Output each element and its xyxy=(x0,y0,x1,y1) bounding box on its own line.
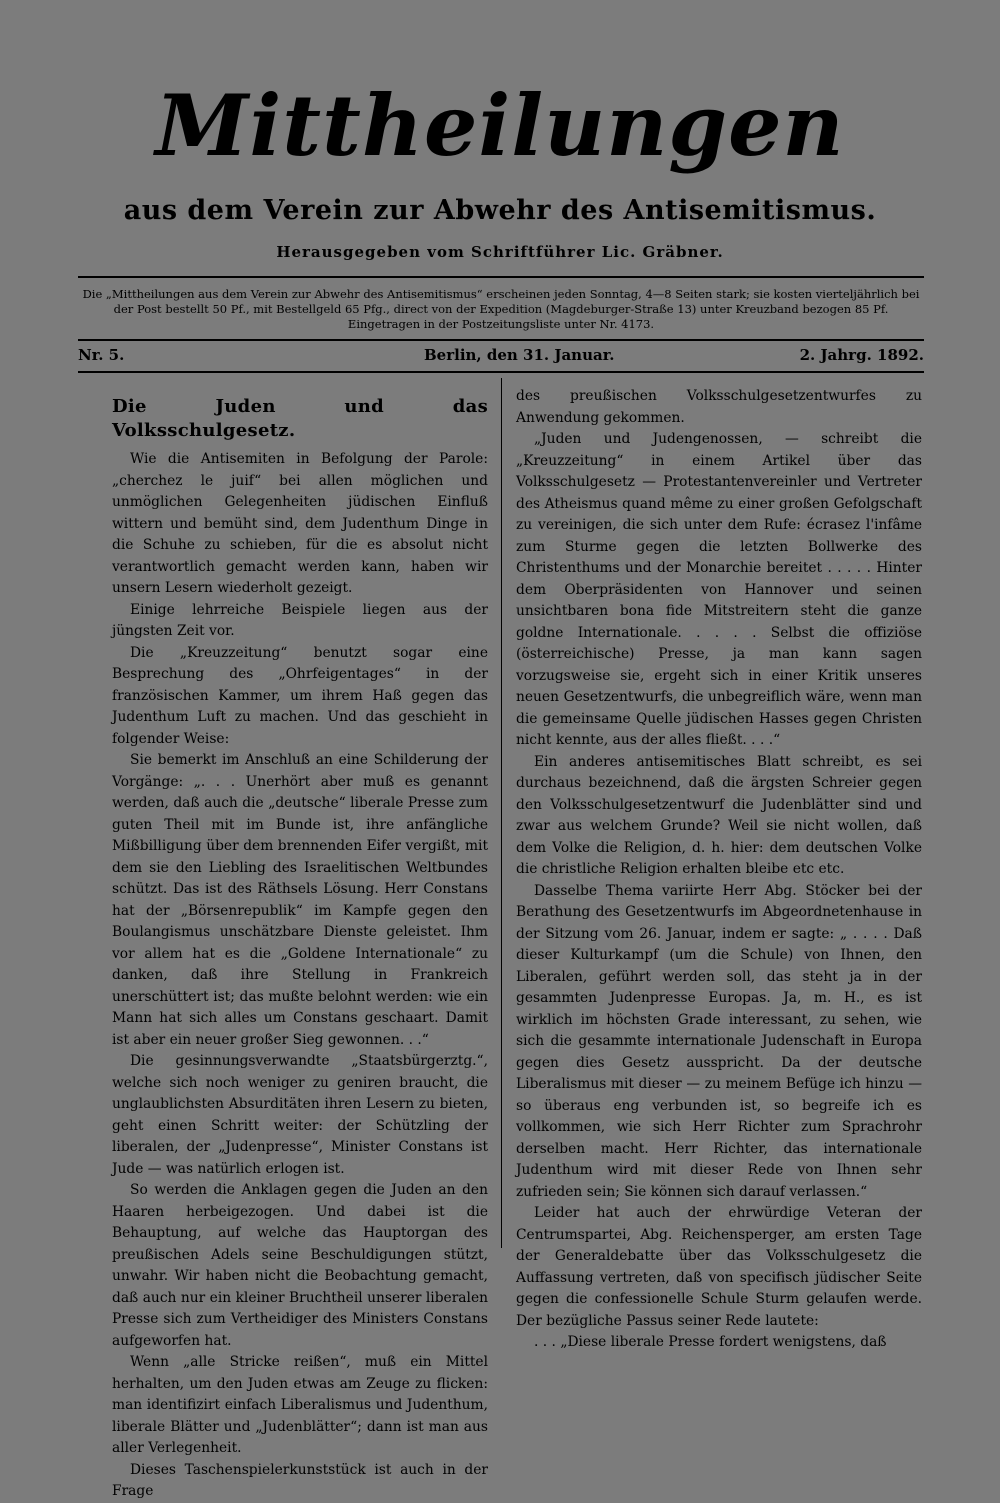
divider-issue xyxy=(78,371,924,373)
paragraph: Die gesinnungsverwandte „Staatsbürgerztg.“, welche sich noch weniger zu geniren braucht, die unglaublichsten Absurditäten ihren Lesern zu bieten, geht einen Schritt weiter: der Schützling der liberalen, der „Judenpresse“, Minister Constans ist Jude — was natürlich erlogen ist. xyxy=(112,1053,488,1177)
paragraph: Leider hat auch der ehrwürdige Veteran der Centrumspartei, Abg. Reichensperger, am ersten Tage der Generaldebatte über das Volksschulgesetz die Auffassung vertreten, daß von specifisch jüdischer Seite gegen die confessionelle Schule Sturm gelaufen werde. Der bezügliche Passus seiner Rede lautete: xyxy=(516,1205,922,1329)
issue-line xyxy=(78,346,924,368)
issue-year: 2. Jahrg. 1892. xyxy=(799,346,924,364)
paragraph: So werden die Anklagen gegen die Juden an den Haaren herbeigezogen. Und dabei ist die Behauptung, auf welche das Hauptorgan des preußischen Adels seine Beschuldigungen stützt, unwahr. Wir haben nicht die Beobachtung gemacht, daß auch nur ein kleiner Bruchtheil unserer liberalen Presse sich zum Vertheidiger des Ministers Constans aufgeworfen hat. xyxy=(112,1182,488,1349)
masthead-subtitle: aus dem Verein zur Abwehr des Antisemitismus. xyxy=(123,195,877,226)
paragraph: Ein anderes antisemitisches Blatt schreibt, es sei durchaus bezeichnend, daß die ärgsten Schreier gegen den Volksschulgesetzentwurf die Judenblätter sind und zwar aus welchem Grunde? Weil sie nicht wollen, daß dem Volke die Religion, d. h. hier: dem deutschen Volke die christliche Religion erhalten bleibe etc etc. xyxy=(516,753,922,877)
editor-line: Herausgegeben vom Schriftführer Lic. Gräbner. xyxy=(276,243,724,261)
divider-notice xyxy=(78,339,924,341)
paragraph: „Juden und Judengenossen, — schreibt die „Kreuzzeitung“ in einem Artikel über das Volksschulgesetz — Protestantenvereinler und Vertreter des Atheismus quand même zu einer großen Gefolgschaft zu vereinigen, die sich unter dem Rufe: écrasez l'infâme zum Sturme gegen die letzten Bollwerke des Christenthums und der Monarchie bereitet . . . . . Hinter dem Oberpräsidenten von Hannover und seinen unsichtbaren bona fide Mitstreitern steht die ganze goldne Internationale. . . . . Selbst die offiziöse (österreichische) Presse, ja man kann sagen vorzugsweise sie, ergeht sich in einer Kritik unseres neuen Gesetzentwurfs, die unbegreiflich wäre, wenn man die gemeinsame Quelle jüdischen Hasses gegen Christen nicht kennte, aus der alles fließt. . . .“ xyxy=(516,431,922,748)
subscription-notice: Die „Mittheilungen aus dem Verein zur Abwehr des Antisemitismus“ erscheinen jeden Sonntag, 4—8 Seiten stark; sie kosten vierteljährlich bei der Post bestellt 50 Pf., mit Bestellgeld 65 Pfg., direct von der Expedition (Magdeburger-Straße 13) unter Kreuzband bezogen 85 Pf. Eingetragen in der Postzeitungsliste unter Nr. 4173. xyxy=(82,287,920,331)
article-title: Die Juden und das Volksschulgesetz. xyxy=(112,396,488,441)
left-column xyxy=(112,395,488,1503)
divider-top xyxy=(78,276,924,278)
masthead-title: Mittheilungen xyxy=(155,76,845,175)
paragraph: Sie bemerkt im Anschluß an eine Schilderung der Vorgänge: „. . . Unerhört aber muß es genannt werden, daß auch die „deutsche“ liberale Presse zum guten Theil mit im Bunde ist, ihre anfängliche Mißbilligung über dem brennenden Eifer vergißt, mit dem sie den Liebling des Israelitischen Weltbundes schützt. Das ist des Räthsels Lösung. Herr Constans hat der „Börsenrepublik“ im Kampfe gegen den Boulangismus unschätzbare Dienste geleistet. Ihm vor allem hat es die „Goldene Internationale“ zu danken, daß ihre Stellung in Frankreich unerschüttert ist; das mußte belohnt werden: wie ein Mann hat sich alles um Constans geschaart. Damit ist aber ein neuer großer Sieg gewonnen. . .“ xyxy=(112,752,488,1048)
paragraph: Einige lehrreiche Beispiele liegen aus der jüngsten Zeit vor. xyxy=(112,601,488,639)
paragraph: Dasselbe Thema variirte Herr Abg. Stöcker bei der Berathung des Gesetzentwurfs im Abgeordnetenhause in der Sitzung vom 26. Januar, indem er sagte: „ . . . . Daß dieser Kulturkampf (um die Schule) von Ihnen, den Liberalen, geführt werden soll, das steht ja in der gesammten Judenpresse Europas. Ja, m. H., es ist wirklich im höchsten Grade interessant, zu sehen, wie sich die gesammte internationale Judenschaft in Europa gegen dies Gesetz ausspricht. Da der deutsche Liberalismus mit dieser — zu meinem Befüge ich hinzu — so überaus eng verbunden ist, so begreife ich es vollkommen, wie sich Herr Richter zum Sprachrohr derselben macht. Herr Richter, das internationale Judenthum wird mit dieser Rede von Ihnen sehr zufrieden sein; Sie können sich darauf verlassen.“ xyxy=(516,882,922,1200)
column-divider xyxy=(501,378,502,1248)
paragraph: Wenn „alle Stricke reißen“, muß ein Mittel herhalten, um den Juden etwas am Zeuge zu flicken: man identifizirt einfach Liberalismus und Judenthum, liberale Blätter und „Judenblätter“; dann ist man aus aller Verlegenheit. xyxy=(112,1354,488,1456)
paragraph: Die „Kreuzzeitung“ benutzt sogar eine Besprechung des „Ohrfeigentages“ in der französischen Kammer, um ihrem Haß gegen das Judenthum Luft zu machen. Und das geschieht in folgender Weise: xyxy=(112,644,488,747)
issue-number: Nr. 5. xyxy=(78,346,125,364)
paragraph: . . . „Diese liberale Presse fordert wenigstens, daß xyxy=(534,1334,887,1350)
issue-place-date: Berlin, den 31. Januar. xyxy=(424,346,615,364)
paragraph: des preußischen Volksschulgesetzentwurfes zu Anwendung gekommen. xyxy=(516,388,922,426)
paragraph: Wie die Antisemiten in Befolgung der Parole: „cherchez le juif“ bei allen möglichen und unmöglichen Gelegenheiten jüdischen Einfluß wittern und bemüht sind, dem Judenthum Dinge in die Schuhe zu schieben, für die es absolut nicht verantwortlich gemacht werden kann, haben wir unsern Lesern wiederholt gezeigt. xyxy=(112,451,488,596)
paragraph: Dieses Taschenspielerkunststück ist auch in der Frage xyxy=(112,1461,488,1499)
right-column xyxy=(516,386,922,1354)
